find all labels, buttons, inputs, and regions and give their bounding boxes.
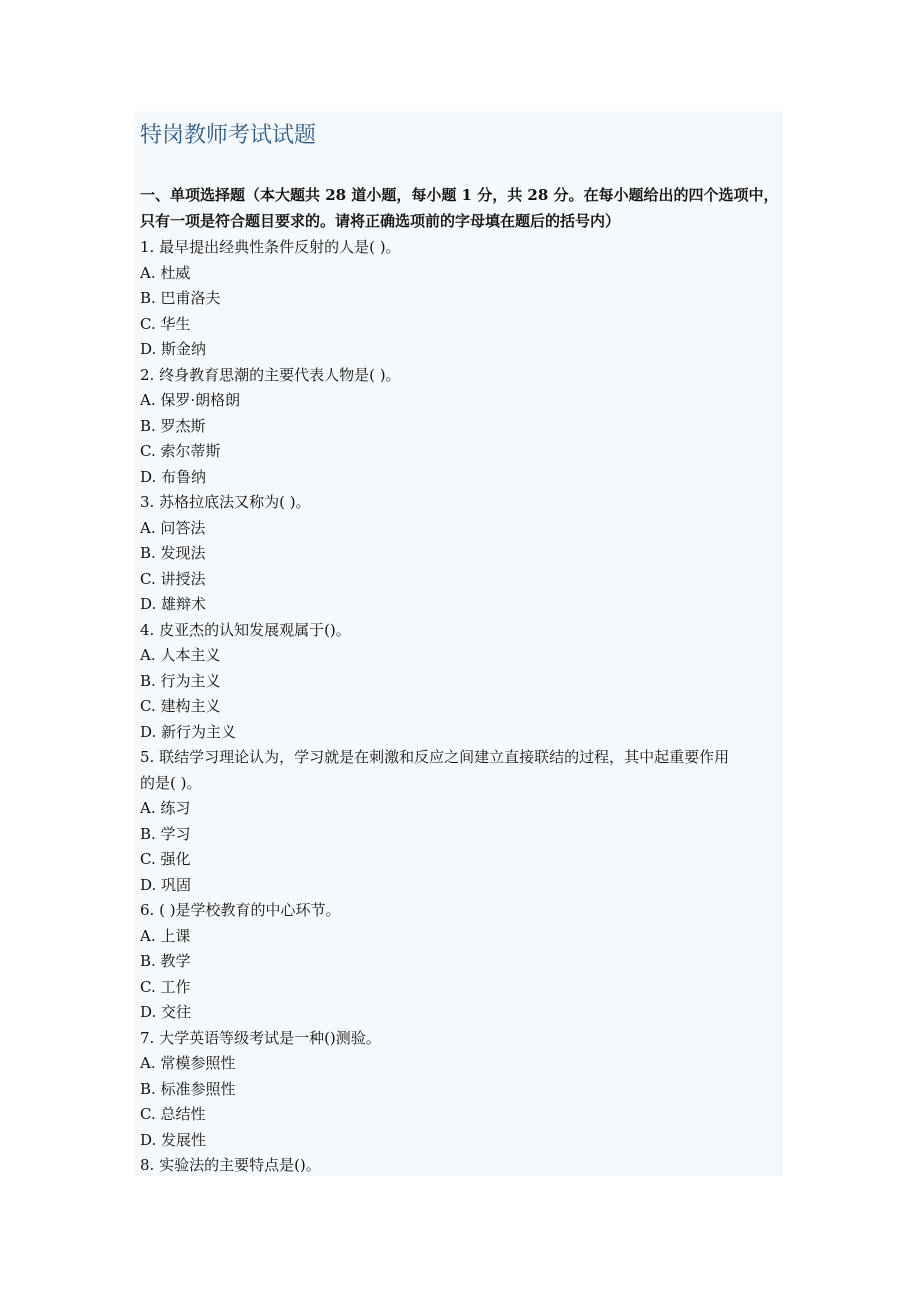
option-line: D. 布鲁纳 xyxy=(140,467,207,486)
option-line: A. 练习 xyxy=(140,799,191,817)
option-line: A. 人本主义 xyxy=(140,646,221,664)
question-list xyxy=(140,235,780,1179)
option-line: D. 雄辩术 xyxy=(140,595,207,613)
option-line: B. 教学 xyxy=(140,952,191,970)
option-line: D. 斯金纳 xyxy=(140,340,207,358)
option-line: A. 保罗·朗格朗 xyxy=(140,391,241,409)
option-line: A. 杜威 xyxy=(140,263,191,282)
option-line: A. 上课 xyxy=(140,926,191,945)
option-line: C. 总结性 xyxy=(140,1105,206,1123)
question-line: 3. 苏格拉底法又称为( )。 xyxy=(140,493,311,511)
option-line: D. 发展性 xyxy=(140,1130,207,1149)
question-line: 1. 最早提出经典性条件反射的人是( )。 xyxy=(140,238,401,256)
option-line: C. 索尔蒂斯 xyxy=(140,442,221,460)
option-line: B. 发现法 xyxy=(140,544,206,562)
option-line: D. 交往 xyxy=(140,1003,192,1021)
section-heading: 一、单项选择题（本大题共 28 道小题，每小题 1 分，共 28 分。在每小题给出的四个选项中，只有一项是符合题目要求的。请将正确选项前的字母填在题后的括号内） xyxy=(140,186,779,230)
option-line: B. 罗杰斯 xyxy=(140,416,206,435)
option-line: D. 巩固 xyxy=(140,875,192,894)
question-line: 6. ( )是学校教育的中心环节。 xyxy=(140,901,341,919)
option-line: A. 问答法 xyxy=(140,518,206,537)
option-line: B. 标准参照性 xyxy=(140,1079,236,1098)
option-line: C. 建构主义 xyxy=(140,697,221,715)
option-line: B. 行为主义 xyxy=(140,671,221,690)
question-line: 4. 皮亚杰的认知发展观属于()。 xyxy=(140,620,351,639)
option-line: C. 讲授法 xyxy=(140,569,206,588)
option-line: D. 新行为主义 xyxy=(140,722,237,741)
option-line: C. 强化 xyxy=(140,850,191,868)
option-line: C. 工作 xyxy=(140,977,191,996)
question-line: 2. 终身教育思潮的主要代表人物是( )。 xyxy=(140,365,401,384)
question-line: 7. 大学英语等级考试是一种()测验。 xyxy=(140,1028,381,1047)
question-line: 8. 实验法的主要特点是()。 xyxy=(140,1156,321,1174)
question-line-continued: 的是( )。 xyxy=(140,773,202,792)
option-line: B. 巴甫洛夫 xyxy=(140,289,221,307)
question-line: 5. 联结学习理论认为，学习就是在刺激和反应之间建立直接联结的过程，其中起重要作用 xyxy=(140,748,730,766)
option-line: C. 华生 xyxy=(140,314,191,333)
option-line: B. 学习 xyxy=(140,824,191,843)
option-line: A. 常模参照性 xyxy=(140,1054,236,1072)
document-title: 特岗教师考试试题 xyxy=(140,123,317,148)
